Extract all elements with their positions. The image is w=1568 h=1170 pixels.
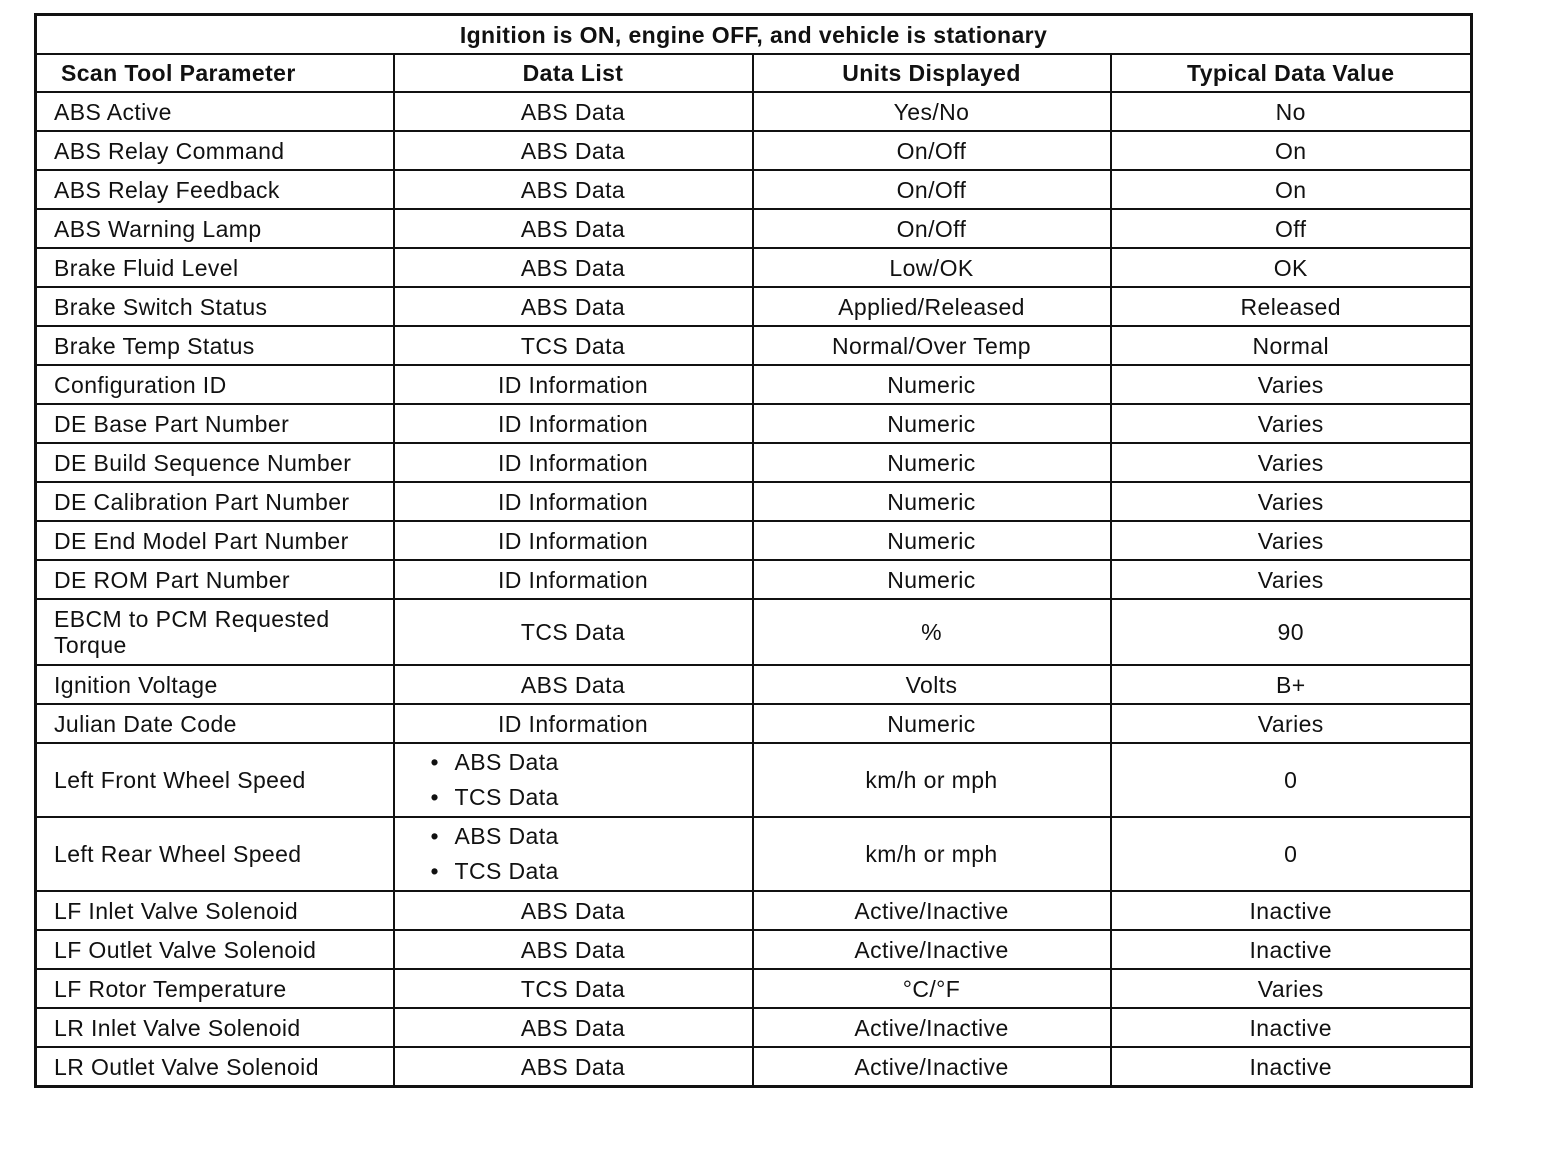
- cell-value: 0: [1111, 817, 1472, 891]
- cell-value: Normal: [1111, 326, 1472, 365]
- cell-data-list: ID Information: [394, 443, 753, 482]
- table-row: [36, 743, 1472, 817]
- cell-parameter: Configuration ID: [36, 365, 394, 404]
- table-row: [36, 969, 1472, 1008]
- table-row: [36, 248, 1472, 287]
- table-row: [36, 92, 1472, 131]
- cell-units: Numeric: [753, 365, 1111, 404]
- cell-value: No: [1111, 92, 1472, 131]
- cell-data-list: ABS Data: [394, 92, 753, 131]
- cell-parameter: Left Front Wheel Speed: [36, 743, 394, 817]
- cell-value: B+: [1111, 665, 1472, 704]
- cell-units: Normal/Over Temp: [753, 326, 1111, 365]
- table-caption-row: [36, 15, 1472, 55]
- cell-units: Numeric: [753, 404, 1111, 443]
- cell-parameter: LF Outlet Valve Solenoid: [36, 930, 394, 969]
- cell-value: Inactive: [1111, 1008, 1472, 1047]
- cell-parameter: ABS Relay Command: [36, 131, 394, 170]
- cell-data-list: ABS Data: [394, 665, 753, 704]
- cell-data-list: ABS Data: [394, 248, 753, 287]
- cell-data-list: ABS Data: [394, 891, 753, 930]
- table-row: [36, 1008, 1472, 1047]
- cell-parameter: LF Inlet Valve Solenoid: [36, 891, 394, 930]
- table-caption: Ignition is ON, engine OFF, and vehicle is stationary: [36, 15, 1472, 55]
- cell-data-list: ID Information: [394, 560, 753, 599]
- cell-parameter: Julian Date Code: [36, 704, 394, 743]
- cell-value: Released: [1111, 287, 1472, 326]
- cell-value: Inactive: [1111, 891, 1472, 930]
- cell-data-list: TCS Data: [394, 326, 753, 365]
- bullet-item: • ABS Data: [431, 819, 752, 854]
- cell-parameter: Ignition Voltage: [36, 665, 394, 704]
- cell-value: Varies: [1111, 521, 1472, 560]
- header-row: [36, 54, 1472, 92]
- cell-value: Varies: [1111, 365, 1472, 404]
- cell-value: Varies: [1111, 443, 1472, 482]
- header-typical-data-value: Typical Data Value: [1111, 54, 1472, 92]
- data-list-bullets: [395, 745, 752, 815]
- table-row: [36, 209, 1472, 248]
- data-list-bullets: [395, 819, 752, 889]
- bullet-item: • ABS Data: [431, 745, 752, 780]
- table-row: [36, 560, 1472, 599]
- cell-data-list: ID Information: [394, 365, 753, 404]
- table-row: [36, 891, 1472, 930]
- cell-parameter: DE ROM Part Number: [36, 560, 394, 599]
- header-data-list: Data List: [394, 54, 753, 92]
- cell-data-list: ABS Data: [394, 1047, 753, 1087]
- cell-units: Active/Inactive: [753, 930, 1111, 969]
- bullet-item: • TCS Data: [431, 780, 752, 815]
- cell-value: Varies: [1111, 969, 1472, 1008]
- cell-value: 90: [1111, 599, 1472, 665]
- scan-tool-data-table: [34, 13, 1473, 1088]
- cell-data-list: ABS Data: [394, 131, 753, 170]
- table-row: [36, 817, 1472, 891]
- cell-value: Off: [1111, 209, 1472, 248]
- cell-units: Numeric: [753, 521, 1111, 560]
- table-row: [36, 131, 1472, 170]
- cell-value: Varies: [1111, 560, 1472, 599]
- cell-units: km/h or mph: [753, 817, 1111, 891]
- cell-units: On/Off: [753, 170, 1111, 209]
- table-row: [36, 326, 1472, 365]
- cell-value: OK: [1111, 248, 1472, 287]
- cell-value: Varies: [1111, 404, 1472, 443]
- cell-units: Active/Inactive: [753, 891, 1111, 930]
- cell-parameter: ABS Relay Feedback: [36, 170, 394, 209]
- table-row: [36, 287, 1472, 326]
- table-row: [36, 521, 1472, 560]
- cell-units: %: [753, 599, 1111, 665]
- cell-parameter: DE End Model Part Number: [36, 521, 394, 560]
- cell-parameter: EBCM to PCM Requested Torque: [36, 599, 394, 665]
- cell-parameter: Brake Fluid Level: [36, 248, 394, 287]
- table-row: [36, 443, 1472, 482]
- table-row: [36, 170, 1472, 209]
- cell-units: °C/°F: [753, 969, 1111, 1008]
- cell-value: Inactive: [1111, 1047, 1472, 1087]
- table-row: [36, 404, 1472, 443]
- cell-data-list: ID Information: [394, 482, 753, 521]
- cell-data-list: TCS Data: [394, 969, 753, 1008]
- cell-data-list: ABS Data: [394, 930, 753, 969]
- cell-units: Volts: [753, 665, 1111, 704]
- bullet-item: • TCS Data: [431, 854, 752, 889]
- table-row: [36, 930, 1472, 969]
- header-units-displayed: Units Displayed: [753, 54, 1111, 92]
- cell-units: Numeric: [753, 704, 1111, 743]
- cell-parameter: ABS Warning Lamp: [36, 209, 394, 248]
- cell-units: Active/Inactive: [753, 1008, 1111, 1047]
- cell-parameter: DE Calibration Part Number: [36, 482, 394, 521]
- cell-units: Active/Inactive: [753, 1047, 1111, 1087]
- cell-data-list: ID Information: [394, 521, 753, 560]
- cell-value: On: [1111, 170, 1472, 209]
- cell-units: Yes/No: [753, 92, 1111, 131]
- cell-data-list: ABS Data: [394, 170, 753, 209]
- cell-units: Applied/Released: [753, 287, 1111, 326]
- cell-value: On: [1111, 131, 1472, 170]
- cell-parameter: ABS Active: [36, 92, 394, 131]
- table-row: [36, 365, 1472, 404]
- cell-units: Numeric: [753, 443, 1111, 482]
- cell-data-list: [394, 817, 753, 891]
- cell-parameter: DE Base Part Number: [36, 404, 394, 443]
- table-row: [36, 599, 1472, 665]
- cell-parameter: Brake Temp Status: [36, 326, 394, 365]
- cell-units: km/h or mph: [753, 743, 1111, 817]
- cell-value: Varies: [1111, 704, 1472, 743]
- cell-data-list: ABS Data: [394, 209, 753, 248]
- cell-parameter: LR Inlet Valve Solenoid: [36, 1008, 394, 1047]
- cell-value: Varies: [1111, 482, 1472, 521]
- cell-parameter: Left Rear Wheel Speed: [36, 817, 394, 891]
- cell-data-list: ID Information: [394, 404, 753, 443]
- cell-data-list: ABS Data: [394, 1008, 753, 1047]
- cell-units: Numeric: [753, 560, 1111, 599]
- cell-units: On/Off: [753, 131, 1111, 170]
- cell-data-list: ABS Data: [394, 287, 753, 326]
- cell-parameter: LF Rotor Temperature: [36, 969, 394, 1008]
- cell-units: On/Off: [753, 209, 1111, 248]
- cell-units: Numeric: [753, 482, 1111, 521]
- cell-data-list: ID Information: [394, 704, 753, 743]
- header-scan-tool-parameter: Scan Tool Parameter: [36, 54, 394, 92]
- cell-data-list: TCS Data: [394, 599, 753, 665]
- table-row: [36, 665, 1472, 704]
- table-row: [36, 482, 1472, 521]
- cell-parameter: LR Outlet Valve Solenoid: [36, 1047, 394, 1087]
- cell-value: 0: [1111, 743, 1472, 817]
- table-row: [36, 1047, 1472, 1087]
- cell-value: Inactive: [1111, 930, 1472, 969]
- table-row: [36, 704, 1472, 743]
- cell-parameter: Brake Switch Status: [36, 287, 394, 326]
- cell-data-list: [394, 743, 753, 817]
- cell-parameter: DE Build Sequence Number: [36, 443, 394, 482]
- cell-units: Low/OK: [753, 248, 1111, 287]
